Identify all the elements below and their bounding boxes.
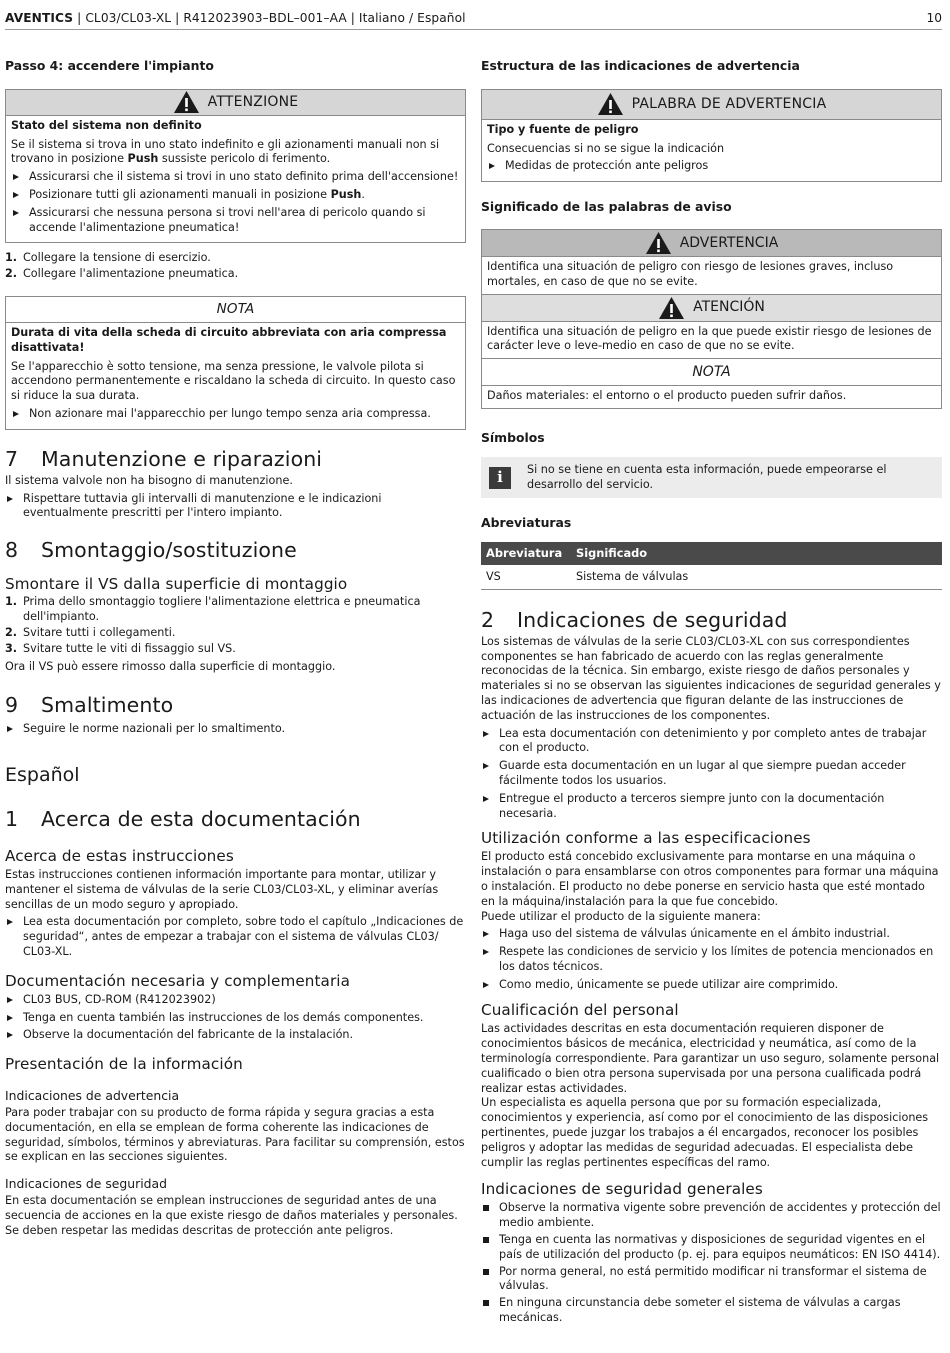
struct-title: Estructura de las indicaciones de advertencia [481,58,800,73]
chapter-number: 2 [481,607,495,632]
step-item [5,595,466,625]
page-header [5,9,942,30]
ch2-list [481,727,942,822]
language-heading: Español [5,763,80,786]
ch9-list [5,722,466,737]
step-text: Prima dello smontaggio togliere l'alimentazione elettrica e pneumatica dell'impianto. [23,595,421,623]
ch2-item: Lea esta documentación con detenimiento y por completo antes de trabajar con el producto. [481,727,942,757]
chapter-title: Acerca de esta documentación [41,806,361,831]
page-number: 10 [926,11,942,25]
ch1-s3-text2: En esta documentación se emplean instrucciones de seguridad antes de una secuencia de acciones en la que existe riesgo de daños materiales y personales. Se deben respetar las medidas descritas de protección ante peligros. [5,1194,458,1237]
warning-triangle-icon [173,90,200,114]
abbreviations-table [481,542,942,590]
col-header-meaning: Significado [571,542,942,565]
struct-body [482,120,941,181]
step-item [5,642,466,657]
ch1-s1-item: Lea esta documentación por completo, sobre todo el capítulo „Indicaciones de seguridad“, antes de empezar a trabajar con el sistema de válvulas CL03/ CL03-XL. [5,915,466,959]
ch2-s2-heading: Cualificación del personal [481,1001,679,1020]
signal-atencion-header [482,295,941,322]
ch2-text: Los sistemas de válvulas de la serie CL03/CL03-XL con sus correspondientes componentes se han fabricado de acuerdo con las reglas generalmente reconocidas de la técnica. Sin embargo, existe riesgo de daños personales y materiales si no se observan las siguientes indicaciones de seguridad generales y las indicaciones de advertencia que figuran delante de las instrucciones de actuación de las instrucciones de los componentes. [481,634,941,722]
chapter-number: 7 [5,446,19,471]
brand-name: AVENTICS [5,11,74,25]
step4-title: Passo 4: accendere l'impianto [5,58,214,73]
info-text: Si no se tiene en cuenta esta información, puede empeorarse el desarrollo del servicio. [527,462,887,491]
warning-triangle-icon [658,296,685,320]
chapter-number: 8 [5,538,19,563]
ch2-s3-item: En ninguna circunstancia debe someter el sistema de válvulas a cargas mecánicas. [481,1296,942,1326]
chapter-number: 1 [5,806,19,831]
ch1-s1-text: Estas instrucciones contienen información importante para montar, utilizar y mantener el sistema de válvulas de la serie CL03/CL03-XL, y eliminar averías sencillas de un modo seguro y apropiado. [5,867,439,911]
ch1-s1-list [5,915,466,959]
ch1-s3-heading: Presentación de la información [5,1055,243,1074]
ch2-s3-item: Tenga en cuenta las normativas y disposiciones de seguridad vigentes en el país de utilización del producto (p. ej. para equipos neumáticos: EN ISO 4414). [481,1233,942,1263]
signal-label: ATENCIÓN [693,299,765,316]
attention-measure [11,170,460,185]
ch2-s2-text: Las actividades descritas en esta documentación requieren disponer de conocimientos básicos de mecánica, electricidad y neumática, así como de la terminología correspondiente. Para garantizar un uso seguro, solamente personal cualificado o bien otra persona supervisada por una persona cualificada podrá realizar estas actividades. [481,1022,940,1095]
chapter-2-heading [481,608,942,632]
ch2-s1-item: Como medio, únicamente se puede utilizar aire comprimido. [481,978,942,993]
ch1-s2-heading: Documentación necesaria y complementaria [5,971,351,990]
chapter-title: Manutenzione e riparazioni [41,446,323,471]
col-header-abbreviation: Abreviatura [481,542,571,565]
attention-text [11,138,460,168]
struct-box [481,89,942,182]
attention-text-pre: Se il sistema si trova in uno stato indefinito e gli azionamenti manuali non si trovano in posizione [11,137,440,166]
ch2-s1-text2: Puede utilizar el producto de la siguiente manera: [481,909,761,923]
chapter-8-heading [5,538,466,562]
struct-label: PALABRA DE ADVERTENCIA [631,95,827,112]
step-number: 1. [5,251,18,265]
attention-body [6,116,465,243]
ch8-steps [5,595,466,656]
step-number: 3. [5,641,18,655]
ch1-s2-item: Tenga en cuenta también las instrucciones de los demás componentes. [5,1011,466,1026]
ch2-s1-item: Respete las condiciones de servicio y los límites de potencia mencionados en los datos técnicos. [481,945,942,975]
struct-type: Tipo y fuente de peligro [487,122,639,136]
warning-triangle-icon [597,92,624,116]
header-doc-info [5,11,466,26]
ch7-item: Rispettare tuttavia gli intervalli di manutenzione e le indicazioni eventualmente prescritti per l'intero impianto. [5,492,466,522]
info-icon: i [489,467,511,489]
struct-consequence: Consecuencias si no se sigue la indicación [487,141,725,155]
ch2-s3-list [481,1201,942,1325]
signal-advertencia-header [482,230,941,257]
measure-text-post: . [361,187,365,201]
measure-bold: Push [330,187,362,201]
signal-advertencia-text: Identifica una situación de peligro con riesgo de lesiones graves, incluso mortales, en caso de que no se evite. [482,257,941,295]
ch7-list [5,492,466,522]
step-item [5,251,466,266]
step-number: 2. [5,267,18,281]
attention-measure [11,206,460,236]
ch2-s2-text2: Un especialista es aquella persona que por su formación especializada, conocimientos y experiencia, así como por el conocimiento de las disposiciones pertinentes, puede juzgar los trabajos a él encargados, reconocer los posibles peligros y adoptar las medidas de seguridad adecuadas. El especialista debe cumplir las reglas pertinentes específicas del ramo. [481,1096,929,1169]
symbols-title: Símbolos [481,429,545,445]
nota-text: Se l'apparecchio è sotto tensione, ma senza pressione, le valvole pilota si accendono permanentemente e riscaldano la scheda di circuito. In questo caso si riduce la sua durata. [11,359,456,403]
right-column [481,58,942,1328]
meaning-cell: Sistema de válvulas [571,565,942,589]
ch7-text: Il sistema valvole non ha bisogno di manutenzione. [5,473,293,487]
ch1-s2-item: Observe la documentación del fabricante de la instalación. [5,1028,466,1043]
ch1-s2-list [5,993,466,1043]
step-text: Collegare l'alimentazione pneumatica. [23,267,239,281]
ch1-s2-item: CL03 BUS, CD-ROM (R412023902) [5,993,466,1008]
attention-header [6,90,465,116]
chapter-9-heading [5,693,466,717]
ch9-item: Seguire le norme nazionali per lo smaltimento. [5,722,466,737]
signal-nota-header: NOTA [482,359,941,386]
nota-title: Durata di vita della scheda di circuito abbreviata con aria compressa disattivata! [11,325,447,354]
ch2-s3-item: Por norma general, no está permitido modificar ni transformar el sistema de válvulas. [481,1265,942,1295]
signal-words-box [481,229,942,409]
ch1-s3-sub1: Indicaciones de advertencia [5,1088,180,1104]
nota-header: NOTA [6,297,465,323]
step-item [5,267,466,282]
chapter-1-heading [5,807,466,831]
step-text: Svitare tutti i collegamenti. [23,625,176,639]
attention-measures [11,170,460,235]
ch2-s3-item: Observe la normativa vigente sobre prevención de accidentes y protección del medio ambiente. [481,1201,942,1231]
chapter-7-heading [5,447,466,471]
ch2-s1-heading: Utilización conforme a las especificaciones [481,829,811,848]
attention-text-bold: Push [127,152,159,166]
step-number: 2. [5,625,18,639]
attention-box [5,89,466,244]
table-header-row [481,542,942,565]
measure-text: Assicurarsi che il sistema si trovi in uno stato definito prima dell'accensione! [29,170,459,184]
ch8-subheading: Smontare il VS dalla superficie di montaggio [5,575,348,594]
step-text: Svitare tutte le viti di fissaggio sul VS. [23,641,236,655]
abbr-cell: VS [481,565,571,589]
left-column [5,58,466,1239]
ch1-s3-sub2: Indicaciones de seguridad [5,1176,168,1192]
chapter-title: Indicaciones de seguridad [517,607,788,632]
struct-measures [487,159,936,174]
attention-label: ATTENZIONE [207,93,299,110]
struct-header [482,90,941,120]
ch2-s3-heading: Indicaciones de seguridad generales [481,1180,763,1199]
warning-triangle-icon [645,231,672,255]
ch2-item: Guarde esta documentación en un lugar al que siempre puedan acceder fácilmente todos los usuarios. [481,759,942,789]
step4-steps [5,251,466,282]
doc-info: | CL03/CL03-XL | R412023903–BDL–001–AA | Italiano / Español [73,11,466,25]
signal-label: ADVERTENCIA [679,234,779,251]
step-item [5,626,466,641]
ch2-item: Entregue el producto a terceros siempre junto con la documentación necesaria. [481,792,942,822]
measure-text: Posizionare tutti gli azionamenti manuali in posizione [29,187,331,201]
chapter-title: Smaltimento [41,693,174,718]
nota-measures [11,407,460,422]
ch2-s1-item: Haga uso del sistema de válvulas únicamente en el ámbito industrial. [481,927,942,942]
signal-atencion-text: Identifica una situación de peligro en la que puede existir riesgo de lesiones de carácter leve o leve-medio en caso de que no se evite. [482,322,941,360]
step-text: Collegare la tensione di esercizio. [23,251,211,265]
ch1-s1-heading: Acerca de estas instrucciones [5,846,234,865]
abbr-title: Abreviaturas [481,515,572,531]
ch1-s3-text1: Para poder trabajar con su producto de forma rápida y segura gracias a esta documentación, en ella se emplean de forma coherente las indicaciones de seguridad, símbolos, términos y abreviaturas. Para facilitar su comprensión, estos se explican en las secciones siguientes. [5,1106,465,1164]
signal-title: Significado de las palabras de aviso [481,199,732,215]
ch8-after: Ora il VS può essere rimosso dalla superficie di montaggio. [5,660,336,674]
attention-title: Stato del sistema non definito [11,118,202,132]
nota-measure: Non azionare mai l'apparecchio per lungo tempo senza aria compressa. [11,407,460,422]
struct-measure: Medidas de protección ante peligros [487,159,936,174]
chapter-title: Smontaggio/sostituzione [41,538,297,563]
nota-box [5,296,466,430]
table-row [481,565,942,589]
step-number: 1. [5,595,18,609]
ch2-s1-list [481,927,942,992]
attention-text-post: sussiste pericolo di ferimento. [158,152,331,166]
info-symbol-row [481,457,942,499]
ch2-s1-text: El producto está concebido exclusivamente para montarse en una máquina o instalación o para ensamblarse con otros componentes para formar una máquina o instalación. El producto no debe ponerse en servicio hasta que esté montado en la máquina/instalación para la que fue concebido. [481,850,939,908]
attention-measure [11,188,460,203]
measure-text: Assicurarsi che nessuna persona si trovi nell'area di pericolo quando si accende l'alimentazione pneumatica! [29,205,426,234]
chapter-number: 9 [5,693,19,718]
signal-nota-text: Daños materiales: el entorno o el producto pueden sufrir daños. [487,389,847,403]
nota-body [6,323,465,429]
